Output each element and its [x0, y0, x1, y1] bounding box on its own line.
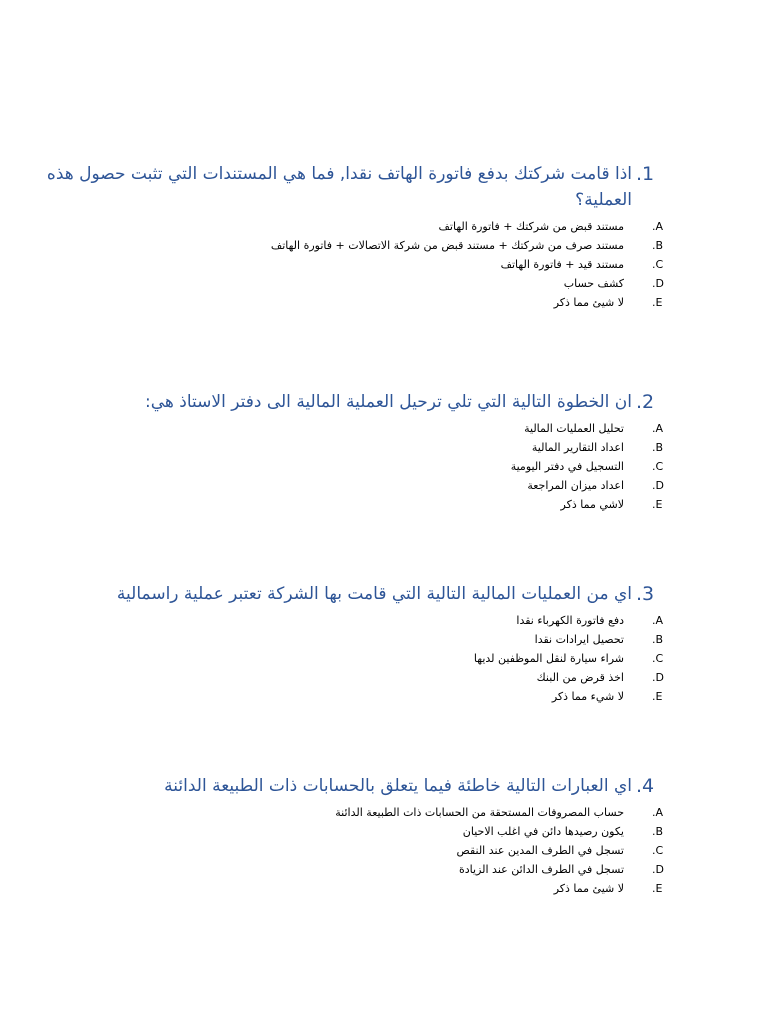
option-a	[40, 803, 672, 822]
option-letter: .D	[652, 277, 664, 290]
option-b	[40, 822, 672, 841]
option-letter: .E	[652, 296, 663, 309]
option-letter: .E	[652, 882, 663, 895]
question-4	[40, 773, 672, 898]
option-letter: .A	[652, 220, 664, 233]
question-header	[40, 161, 672, 213]
option-text: لا شيئ مما ذكر	[553, 296, 624, 309]
option-list	[40, 217, 672, 312]
option-letter: .A	[652, 614, 664, 627]
option-letter: .B	[652, 633, 664, 646]
question-number: .2	[636, 391, 655, 413]
option-text: يكون رصيدها دائن في اغلب الاحيان	[462, 825, 624, 838]
question-2	[40, 389, 672, 514]
option-text: تحصيل ايرادات نقدا	[534, 633, 624, 646]
option-e	[40, 293, 672, 312]
option-text: اعداد ميزان المراجعة	[527, 479, 624, 492]
question-text: اي العبارات التالية خاطئة فيما يتعلق بالحسابات ذات الطبيعة الدائنة	[164, 776, 632, 796]
option-letter: .C	[652, 652, 664, 665]
option-c	[40, 649, 672, 668]
option-b	[40, 438, 672, 457]
option-text: التسجيل في دفتر اليومية	[510, 460, 624, 473]
option-a	[40, 419, 672, 438]
option-text: تسجل في الطرف المدين عند النقص	[456, 844, 624, 857]
question-number: .4	[636, 775, 655, 797]
option-text: مستند صرف من شركتك + مستند قبض من شركة الاتصالات + فاتورة الهاتف	[270, 239, 624, 252]
option-letter: .D	[652, 671, 664, 684]
question-3	[40, 581, 672, 706]
option-text: لا شيئ مما ذكر	[553, 882, 624, 895]
question-1	[40, 161, 672, 312]
option-letter: .A	[652, 422, 664, 435]
option-text: تحليل العمليات المالية	[524, 422, 624, 435]
option-a	[40, 217, 672, 236]
question-number: .3	[636, 583, 655, 605]
option-text: تسجل في الطرف الدائن عند الزيادة	[459, 863, 624, 876]
option-d	[40, 476, 672, 495]
option-e	[40, 879, 672, 898]
option-c	[40, 255, 672, 274]
option-text: اعداد التقارير المالية	[531, 441, 624, 454]
option-text: حساب المصروفات المستحقة من الحسابات ذات الطبيعة الدائنة	[335, 806, 624, 819]
option-letter: .D	[652, 479, 664, 492]
option-d	[40, 860, 672, 879]
option-text: مستند قبض من شركتك + فاتورة الهاتف	[438, 220, 624, 233]
option-text: دفع فاتورة الكهرباء نقدا	[516, 614, 624, 627]
option-letter: .B	[652, 825, 664, 838]
option-text: كشف حساب	[563, 277, 624, 290]
option-a	[40, 611, 672, 630]
option-text: شراء سيارة لنقل الموظفين لديها	[473, 652, 624, 665]
option-list	[40, 803, 672, 898]
option-c	[40, 457, 672, 476]
option-text: لاشي مما ذكر	[560, 498, 624, 511]
option-letter: .C	[652, 844, 664, 857]
option-list	[40, 419, 672, 514]
option-b	[40, 236, 672, 255]
question-header	[40, 581, 672, 607]
option-text: مستند قيد + فاتورة الهاتف	[500, 258, 624, 271]
option-letter: .B	[652, 239, 664, 252]
option-text: لا شيء مما ذكر	[551, 690, 624, 703]
option-letter: .D	[652, 863, 664, 876]
option-letter: .E	[652, 498, 663, 511]
option-letter: .A	[652, 806, 664, 819]
question-number: .1	[636, 163, 655, 185]
option-letter: .E	[652, 690, 663, 703]
option-letter: .C	[652, 460, 664, 473]
option-b	[40, 630, 672, 649]
question-text: اذا قامت شركتك بدفع فاتورة الهاتف نقدا, فما هي المستندات التي تثبت حصول هذه العملية؟	[46, 164, 632, 210]
option-list	[40, 611, 672, 706]
option-letter: .B	[652, 441, 664, 454]
option-e	[40, 687, 672, 706]
question-text: اي من العمليات المالية التالية التي قامت بها الشركة تعتبر عملية راسمالية	[116, 584, 632, 604]
option-c	[40, 841, 672, 860]
option-letter: .C	[652, 258, 664, 271]
question-header	[40, 773, 672, 799]
question-header	[40, 389, 672, 415]
question-text: ان الخطوة التالية التي تلي ترحيل العملية المالية الى دفتر الاستاذ هي:	[145, 392, 632, 412]
option-d	[40, 274, 672, 293]
option-e	[40, 495, 672, 514]
option-text: اخذ قرض من البنك	[536, 671, 624, 684]
option-d	[40, 668, 672, 687]
